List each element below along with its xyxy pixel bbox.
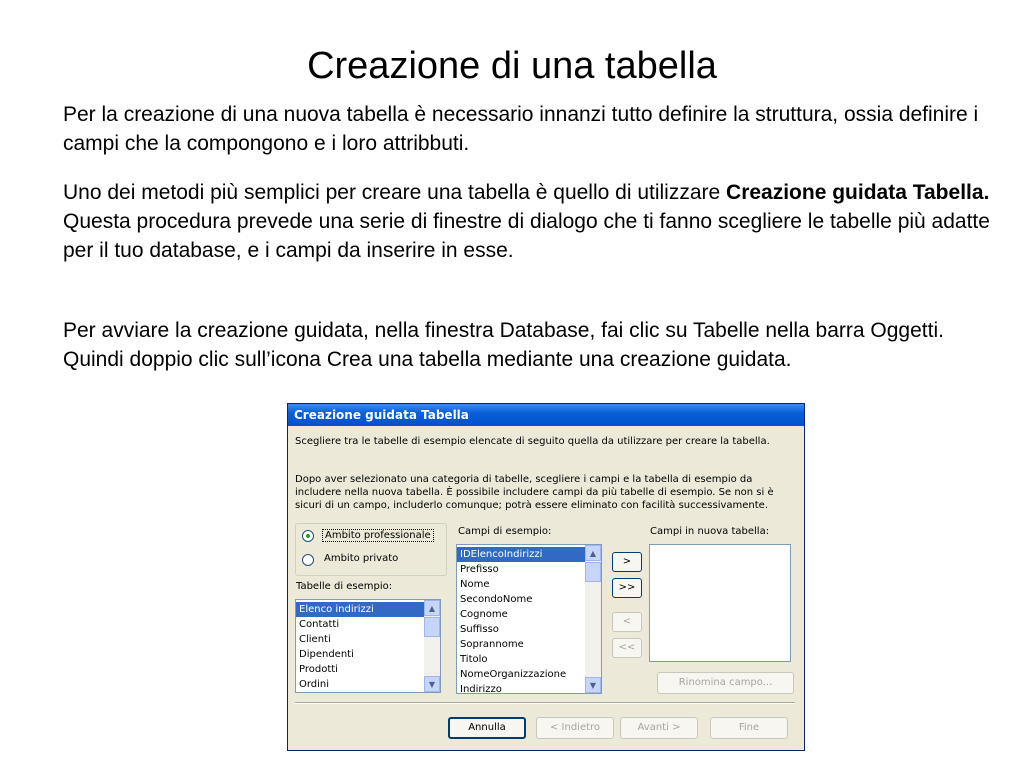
radio-professional-button[interactable] xyxy=(302,530,314,542)
list-item[interactable]: Prodotti xyxy=(299,664,338,675)
finish-button[interactable]: Fine xyxy=(710,717,788,739)
list-item[interactable]: Clienti xyxy=(299,634,331,645)
sample-fields-label: Campi di esempio: xyxy=(458,526,552,537)
scroll-thumb[interactable] xyxy=(424,617,440,637)
list-item[interactable]: Contatti xyxy=(299,619,340,630)
list-item[interactable]: Titolo xyxy=(460,654,488,665)
radio-professional[interactable] xyxy=(288,528,448,544)
add-all-fields-button[interactable]: >> xyxy=(612,578,642,598)
paragraph-methods xyxy=(63,178,993,265)
list-item[interactable]: Soprannome xyxy=(460,639,524,650)
list-item[interactable]: Nome xyxy=(460,579,490,590)
remove-field-button[interactable]: < xyxy=(612,612,642,632)
paragraph-methods-end: Questa procedura prevede una serie di finestre di dialogo che ti fanno scegliere le tabelle più adatte per il tuo database, e i campi da inserire in esse. xyxy=(63,210,990,262)
paragraph-methods-start: Uno dei metodi più semplici per creare una tabella è quello di utilizzare xyxy=(63,181,727,204)
wizard-name-bold: Creazione guidata Tabella. xyxy=(726,181,990,204)
sample-fields-scrollbar[interactable] xyxy=(585,545,601,693)
radio-professional-label[interactable]: Ambito professionale xyxy=(322,529,434,542)
list-item[interactable]: Ordini xyxy=(299,679,330,690)
sample-tables-label: Tabelle di esempio: xyxy=(296,581,393,592)
scroll-up-icon[interactable]: ▲ xyxy=(424,600,440,616)
new-fields-list[interactable] xyxy=(649,544,791,662)
cancel-button[interactable]: Annulla xyxy=(448,717,526,739)
remove-all-fields-button[interactable]: << xyxy=(612,638,642,658)
radio-private-button[interactable] xyxy=(302,554,314,566)
list-item[interactable]: Prefisso xyxy=(460,564,499,575)
list-item[interactable]: IDElencoIndirizzi xyxy=(457,547,587,562)
sample-tables-items xyxy=(296,602,426,692)
radio-private[interactable] xyxy=(288,552,448,568)
sample-fields-items xyxy=(457,547,587,694)
paragraph-intro: Per la creazione di una nuova tabella è necessario innanzi tutto definire la struttura, ossia definire i campi che la compongono e i loro attribbuti. xyxy=(63,103,979,155)
next-button[interactable]: Avanti > xyxy=(620,717,698,739)
list-item[interactable]: Elenco indirizzi xyxy=(296,602,426,617)
list-item[interactable]: SecondoNome xyxy=(460,594,533,605)
list-item[interactable]: Suffisso xyxy=(460,624,499,635)
scroll-down-icon[interactable]: ▼ xyxy=(585,677,601,693)
dialog-intro-text: Scegliere tra le tabelle di esempio elencate di seguito quella da utilizzare per creare la tabella. xyxy=(295,436,770,447)
sample-tables-list[interactable] xyxy=(295,599,441,693)
sample-fields-list[interactable] xyxy=(456,544,602,694)
list-item[interactable]: Dipendenti xyxy=(299,649,354,660)
dialog-separator xyxy=(295,702,795,704)
list-item[interactable]: NomeOrganizzazione xyxy=(460,669,567,680)
radio-private-label[interactable]: Ambito privato xyxy=(324,553,399,564)
add-field-button[interactable]: > xyxy=(612,552,642,572)
slide-title: Creazione di una tabella xyxy=(307,45,717,87)
scroll-down-icon[interactable]: ▼ xyxy=(424,676,440,692)
table-wizard-dialog xyxy=(287,403,805,751)
list-item[interactable]: Cognome xyxy=(460,609,508,620)
paragraph-start-wizard: Per avviare la creazione guidata, nella finestra Database, fai clic su Tabelle nella barra Oggetti. Quindi doppio clic sull’icona Crea una tabella mediante una creazione guidata. xyxy=(63,319,944,371)
list-item[interactable]: Indirizzo xyxy=(460,684,502,694)
dialog-instructions-text: Dopo aver selezionato una categoria di tabelle, scegliere i campi e la tabella di esempio da includere nella nuova tabella. È possibile includere campi da più tabelle di esempio. Se non si è sicuri di un campo, includerlo comunque; potrà essere eliminato con facilità successivamente. xyxy=(295,474,774,511)
rename-field-button[interactable]: Rinomina campo... xyxy=(657,672,794,694)
new-fields-label: Campi in nuova tabella: xyxy=(650,526,770,537)
back-button[interactable]: < Indietro xyxy=(536,717,614,739)
scroll-up-icon[interactable]: ▲ xyxy=(585,545,601,561)
sample-tables-scrollbar[interactable] xyxy=(424,600,440,692)
dialog-titlebar: Creazione guidata Tabella xyxy=(288,404,804,426)
scroll-thumb[interactable] xyxy=(585,562,601,582)
